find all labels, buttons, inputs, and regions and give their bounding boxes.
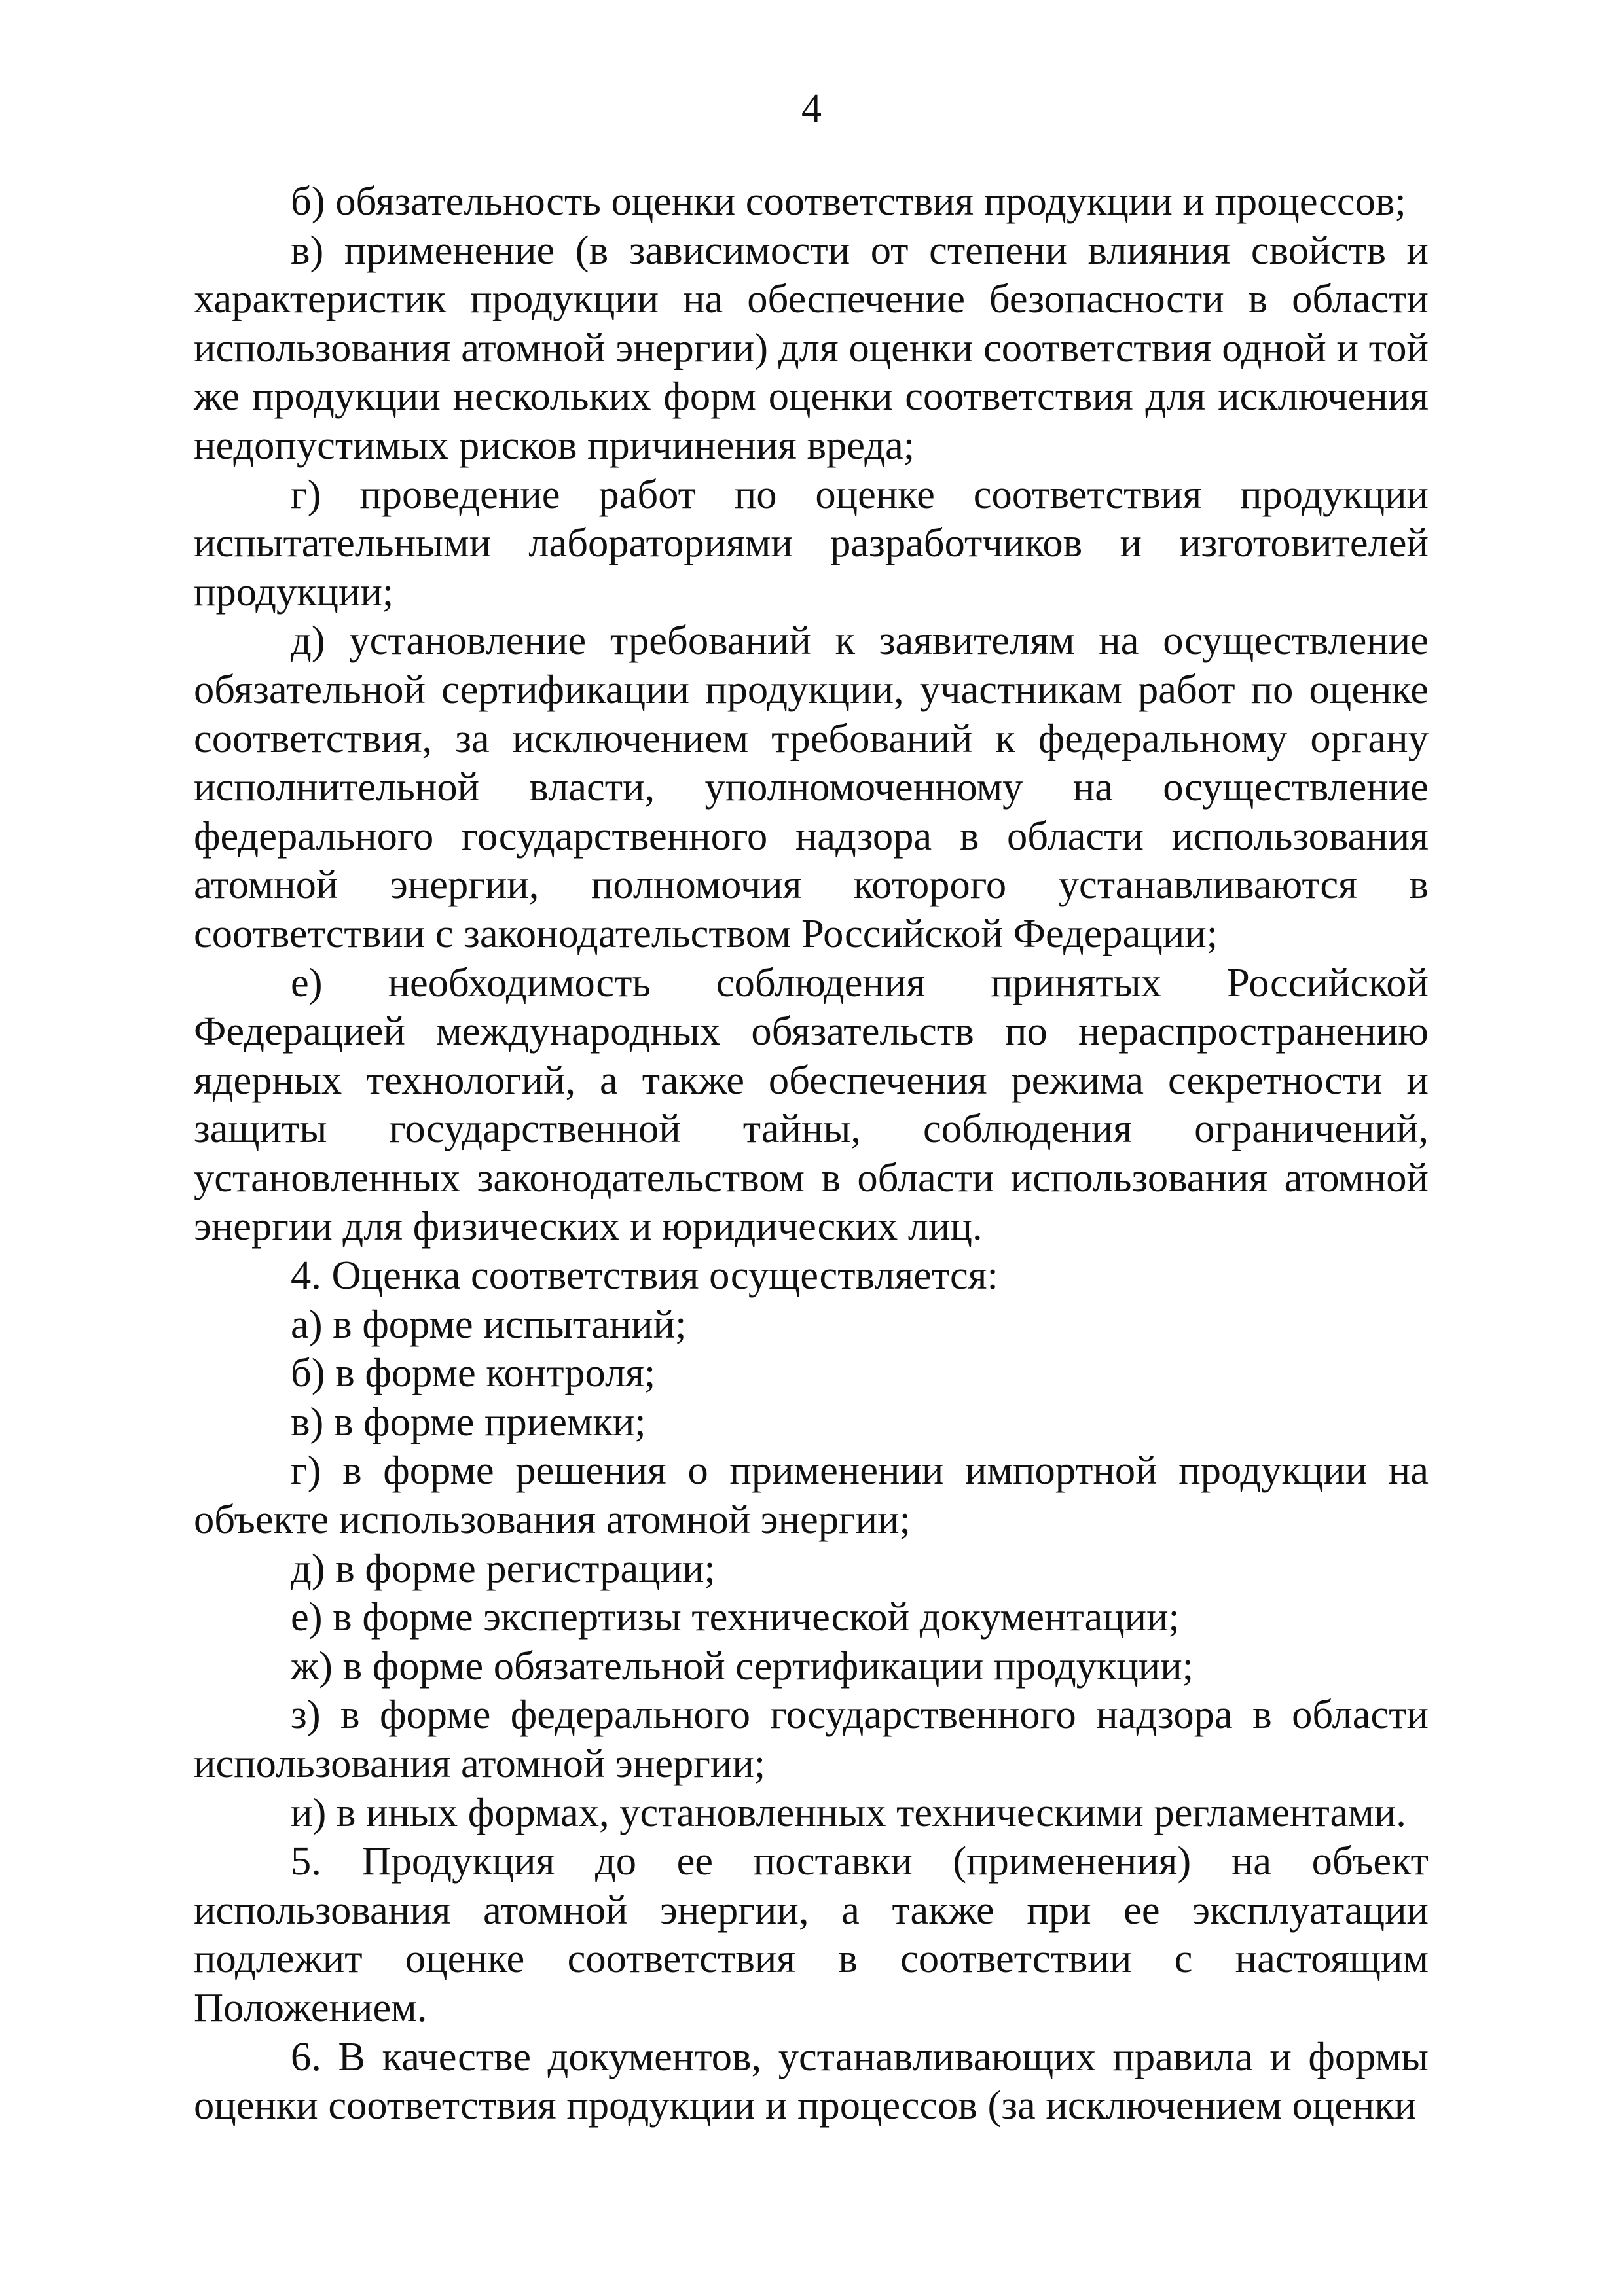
page-number: 4 — [801, 86, 822, 131]
list-item-a-testing: а) в форме испытаний; — [291, 1300, 687, 1347]
document-body — [194, 177, 1429, 2130]
list-item-v-acceptance: в) в форме приемки; — [291, 1398, 646, 1444]
paragraph-b-mandatory-assessment: б) обязательность оценки соответствия продукции и процессов; — [291, 178, 1406, 224]
list-item-d-registration: д) в форме регистрации; — [291, 1545, 716, 1591]
list-item-b-control: б) в форме контроля; — [291, 1350, 656, 1396]
list-item-e-expertise: е) в форме экспертизы технической документации; — [291, 1594, 1180, 1640]
paragraph-d-applicant-requirements: д) установление требований к заявителям на осуществление обязательной сертификации продукции, участникам работ по оценке соответствия, за исключением требований к федеральному органу исполнительной власти, уполномоченному на осуществление федерального государственного надзора в области использования атомной энергии, полномочия которого устанавливаются в соответствии с законодательством Российской Федерации; — [194, 617, 1429, 956]
paragraph-e-international-obligations: е) необходимость соблюдения принятых Российской Федерацией международных обязательств по нераспространению ядерных технологий, а также обеспечения режима секретности и защиты государственной тайны, соблюдения ограничений, установленных законодательством в области использования атомной энергии для физических и юридических лиц. — [194, 959, 1429, 1249]
list-item-zh-certification: ж) в форме обязательной сертификации продукции; — [291, 1642, 1194, 1689]
list-item-z-federal-supervision: з) в форме федерального государственного надзора в области использования атомной энергии; — [194, 1691, 1429, 1786]
list-item-g-import-decision: г) в форме решения о применении импортной продукции на объекте использования атомной энергии; — [194, 1447, 1429, 1543]
paragraph-4-assessment-forms: 4. Оценка соответствия осуществляется: — [291, 1252, 998, 1299]
paragraph-6-documents: 6. В качестве документов, устанавливающих правила и формы оценки соответствия продукции и процессов (за исключением оценки — [194, 2033, 1429, 2128]
paragraph-g-testing-labs: г) проведение работ по оценке соответствия продукции испытательными лабораториями разработчиков и изготовителей продукции; — [194, 471, 1429, 615]
list-item-i-other-forms: и) в иных формах, установленных техническими регламентами. — [291, 1789, 1406, 1835]
paragraph-5-products-before-delivery: 5. Продукция до ее поставки (применения) на объект использования атомной энергии, а также при ее эксплуатации подлежит оценке соответствия в соответствии с настоящим Положением. — [194, 1838, 1429, 2030]
paragraph-v-multiple-forms: в) применение (в зависимости от степени влияния свойств и характеристик продукции на обеспечение безопасности в области использования атомной энергии) для оценки соответствия одной и той же продукции нескольких форм оценки соответствия для исключения недопустимых рисков причинения вреда; — [194, 226, 1429, 468]
